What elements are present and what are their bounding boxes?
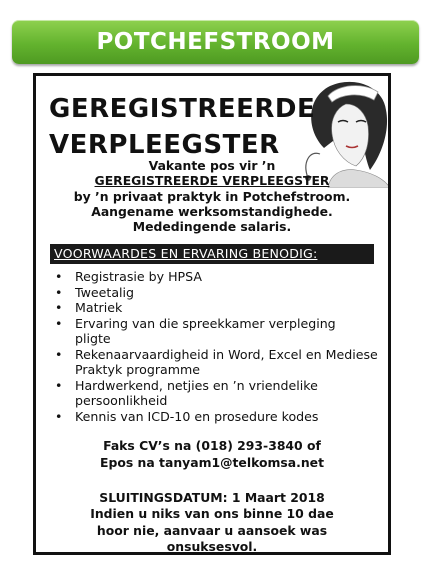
requirements-list (50, 269, 383, 424)
fax-line: Faks CV’s na (018) 293-3840 of (103, 438, 321, 453)
list-item: • Tweetalig (50, 285, 383, 301)
contact-info (36, 438, 388, 471)
list-item: • Hardwerkend, netjies en ’n vriendelike persoonlikheid (50, 378, 375, 409)
closing-date: SLUITINGSDATUM: 1 Maart 2018 (99, 490, 325, 505)
closing-line: Indien u niks van ons binne 10 dae (90, 506, 334, 522)
requirements-heading: VOORWAARDES EN ERVARING BENODIG: (50, 244, 374, 264)
closing-line: onsuksesvol. (166, 538, 258, 554)
banner-title: POTCHEFSTROOM (96, 29, 335, 55)
intro-position-title: GEREGISTREERDE VERPLEEGSTER (94, 173, 330, 189)
intro-line: Aangename werksomstandighede. (91, 203, 333, 219)
list-item: • Ervaring van die spreekkamer verpleging pligte (50, 316, 375, 347)
location-banner (12, 20, 419, 64)
intro-line: Vakante pos vir ’n (148, 158, 276, 173)
intro-line: by ’n privaat praktyk in Potchefstroom. (73, 188, 351, 204)
ad-title (49, 91, 315, 163)
closing-info (36, 490, 388, 555)
intro-line: Mededingende salaris. (132, 219, 292, 235)
list-item: • Matriek (50, 300, 383, 316)
ad-title-line: VERPLEEGSTER (49, 130, 280, 160)
email-line: Epos na tanyam1@telkomsa.net (100, 454, 324, 470)
intro-text (36, 158, 388, 234)
closing-line: hoor nie, aanvaar u aansoek was (96, 522, 328, 538)
job-advert (33, 73, 391, 555)
list-item: • Rekenaarvaardigheid in Word, Excel en Mediese Praktyk programme (50, 347, 383, 378)
ad-title-line: GEREGISTREERDE (49, 94, 316, 124)
list-item: • Registrasie by HPSA (50, 269, 383, 285)
list-item: • Kennis van ICD-10 en prosedure kodes (50, 409, 383, 425)
